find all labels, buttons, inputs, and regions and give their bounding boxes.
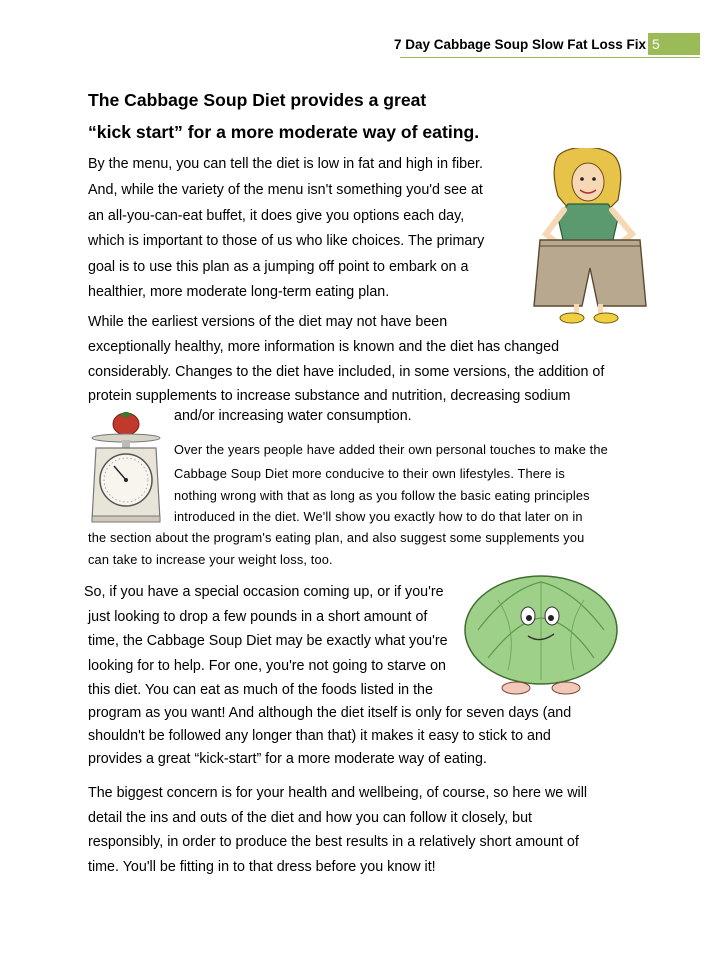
paragraph-1-line: which is important to those of us who like choices. The primary [88,233,485,249]
cabbage-character-illustration [458,570,624,698]
paragraph-4-line: just looking to drop a few pounds in a short amount of [88,609,428,625]
paragraph-1-line: goal is to use this plan as a jumping off point to embark on a [88,259,469,275]
paragraph-4-line: So, if you have a special occasion coming up, or if you're [84,584,444,600]
paragraph-3-line: Over the years people have added their own personal touches to make the [174,442,608,457]
paragraph-5-line: detail the ins and outs of the diet and how you can follow it closely, but [88,810,533,826]
paragraph-1-line: healthier, more moderate long-term eating plan. [88,284,390,300]
page-number-badge: 5 [648,33,700,55]
tomato-on-scale-illustration [88,408,164,528]
paragraph-4-line: looking for to help. For one, you're not going to starve on [88,658,446,674]
header-rule [400,57,700,58]
paragraph-5-line: The biggest concern is for your health and wellbeing, of course, so here we will [88,785,588,801]
section-heading-line-1: The Cabbage Soup Diet provides a great [88,90,427,110]
paragraph-2-line: While the earliest versions of the diet may not have been [88,314,448,330]
paragraph-1-line: By the menu, you can tell the diet is low in fat and high in fiber. [88,156,483,172]
paragraph-3-line: introduced in the diet. We'll show you exactly how to do that later on in [174,509,583,524]
paragraph-3-line: can take to increase your weight loss, too. [88,552,333,567]
paragraph-3-line: nothing wrong with that as long as you follow the basic eating principles [174,488,590,503]
paragraph-2-line: considerably. Changes to the diet have included, in some versions, the addition of [88,364,605,380]
paragraph-3-line: the section about the program's eating plan, and also suggest some supplements you [88,530,585,545]
paragraph-2-line: exceptionally healthy, more information is known and the diet has changed [88,339,560,355]
paragraph-1-line: an all-you-can-eat buffet, it does give you options each day, [88,208,465,224]
running-header-title: 7 Day Cabbage Soup Slow Fat Loss Fix [393,37,646,52]
paragraph-2-line: and/or increasing water consumption. [174,408,412,424]
woman-big-pants-illustration [528,148,652,324]
paragraph-5-line: responsibly, in order to produce the best results in a relatively short amount of [88,834,579,850]
section-heading-line-2: “kick start” for a more moderate way of eating. [88,122,480,142]
paragraph-4-line: this diet. You can eat as much of the foods listed in the [88,682,433,698]
paragraph-2-line: protein supplements to increase substance and nutrition, decreasing sodium [88,388,571,404]
paragraph-4-line: program as you want! And although the diet itself is only for seven days (and [88,705,572,721]
paragraph-4-line: time, the Cabbage Soup Diet may be exactly what you're [88,633,448,649]
paragraph-3-line: Cabbage Soup Diet more conducive to their own lifestyles. There is [174,466,565,481]
paragraph-4-line: provides a great “kick-start” for a more moderate way of eating. [88,751,487,767]
paragraph-4-line: shouldn't be followed any longer than that) it makes it easy to stick to and [88,728,551,744]
paragraph-5-line: time. You'll be fitting in to that dress before you know it! [88,859,436,875]
paragraph-1-line: And, while the variety of the menu isn't something you'd see at [88,182,483,198]
